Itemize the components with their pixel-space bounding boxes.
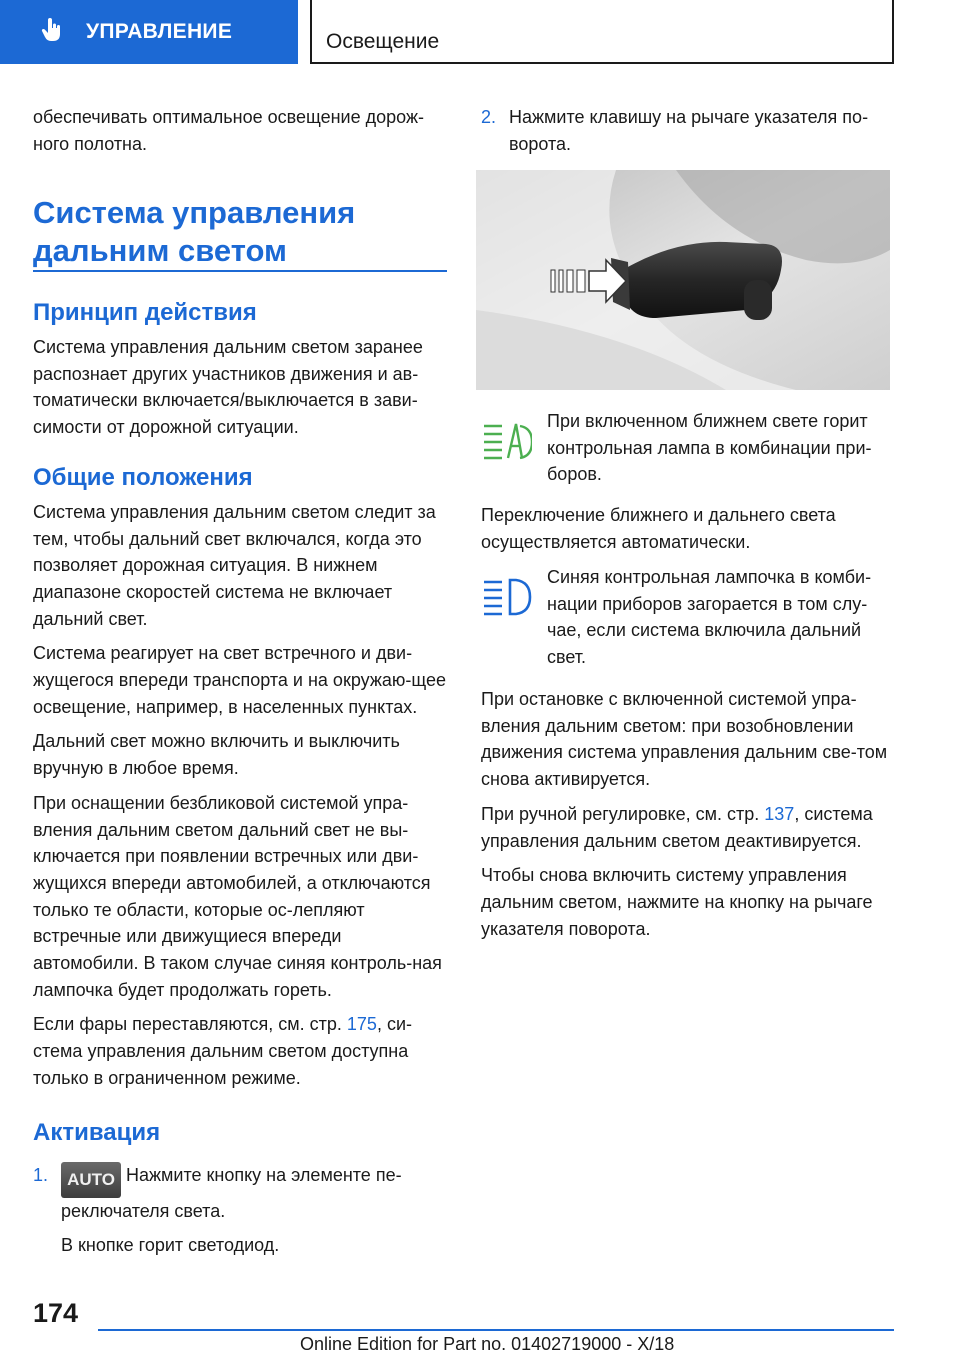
activation-heading: Активация — [33, 1118, 161, 1146]
blue-indicator-text: Синяя контрольная лампочка в комби‐нации приборов загорается в том слу‐чае, если система включила дальний свет. — [547, 567, 872, 668]
switching-text: Переключение ближнего и дальнего света осуществляется автоматически. — [481, 505, 836, 552]
section-tab[interactable] — [0, 0, 298, 64]
section-label: УПРАВЛЕНИЕ — [86, 20, 233, 43]
turn-signal-lever-illustration — [476, 170, 890, 390]
step-1-note: В кнопке горит светодиод. — [61, 1235, 280, 1256]
hand-pointer-icon — [40, 17, 64, 48]
stop-text: При остановке с включенной системой упра‐вления дальним светом: при возобновлении движения система управления дальним све‐том снова активируется. — [481, 689, 888, 790]
step-1-number: 1. — [33, 1164, 49, 1185]
principle-heading: Принцип действия — [33, 299, 257, 326]
section-title: Система управления дальним светом — [33, 195, 356, 268]
general-paragraph-1: Система управления дальним светом следит за тем, чтобы дальний свет включался, когда это позволяет дорожная ситуация. В нижнем диапазоне скоростей система не включает дальний свет. — [33, 501, 436, 629]
footer-divider — [98, 1329, 894, 1331]
page-link-137[interactable]: 137 — [764, 803, 795, 824]
green-indicator-text: При включенном ближнем свете горит контрольная лампа в комбинации при‐боров. — [547, 411, 872, 485]
reenable-text: Чтобы снова включить систему управления дальним светом, нажмите на кнопку на рычаге указателя поворота. — [481, 865, 873, 939]
edition-text: Online Edition for Part no. 01402719000 - X/18 — [300, 1334, 675, 1354]
principle-text: Система управления дальним светом заранее распознает других участников движения и ав‐томатически включается/выключается в зави‐симости от дорожной ситуации. — [33, 337, 423, 438]
right-lower-body — [481, 686, 895, 950]
left-body — [33, 298, 451, 1267]
page-number: 174 — [33, 1298, 79, 1328]
title-divider — [33, 270, 447, 272]
general-heading: Общие положения — [33, 463, 253, 491]
low-beam-indicator-green-icon — [482, 420, 532, 465]
intro-text: обеспечивать оптимальное освещение дорож‐ного полотна. — [33, 107, 424, 154]
general-paragraph-5: Если фары переставляются, см. стр. 175, си‐стема управления дальним светом доступна только в ограниченном режиме. — [33, 1014, 413, 1088]
step-2-number: 2. — [481, 107, 497, 127]
step-1 — [33, 1162, 451, 1267]
left-column — [33, 104, 451, 165]
step-2-text: Нажмите клавишу на рычаге указателя по‐ворота. — [509, 107, 869, 154]
step-1-text: Нажмите кнопку на элементе пе‐реключателя света. — [61, 1164, 402, 1221]
chapter-title: Освещение — [310, 0, 894, 64]
general-paragraph-2: Система реагирует на свет встречного и дви‐жущегося впереди транспорта и на окружаю‐щее освещение, например, в населенных пунктах. — [33, 643, 447, 717]
page-link-175[interactable]: 175 — [346, 1014, 377, 1035]
manual-text: При ручной регулировке, см. стр. 137, система управления дальним светом деактивируется. — [481, 803, 873, 851]
general-paragraph-3: Дальний свет можно включить и выключить вручную в любое время. — [33, 731, 400, 779]
auto-button-icon: AUTO — [61, 1162, 121, 1198]
general-paragraph-4: При оснащении безбликовой системой упра‐вления дальним светом дальний свет не вы‐ключается при появлении встречных или дви‐жущихся впереди автомобилей, а отключаются только те области, которые ос‐лепляют встречные или движущиеся впереди автомобили. В таком случае синяя контроль‐ная лампочка будет продолжать гореть. — [33, 792, 442, 1000]
step-2 — [481, 104, 895, 165]
